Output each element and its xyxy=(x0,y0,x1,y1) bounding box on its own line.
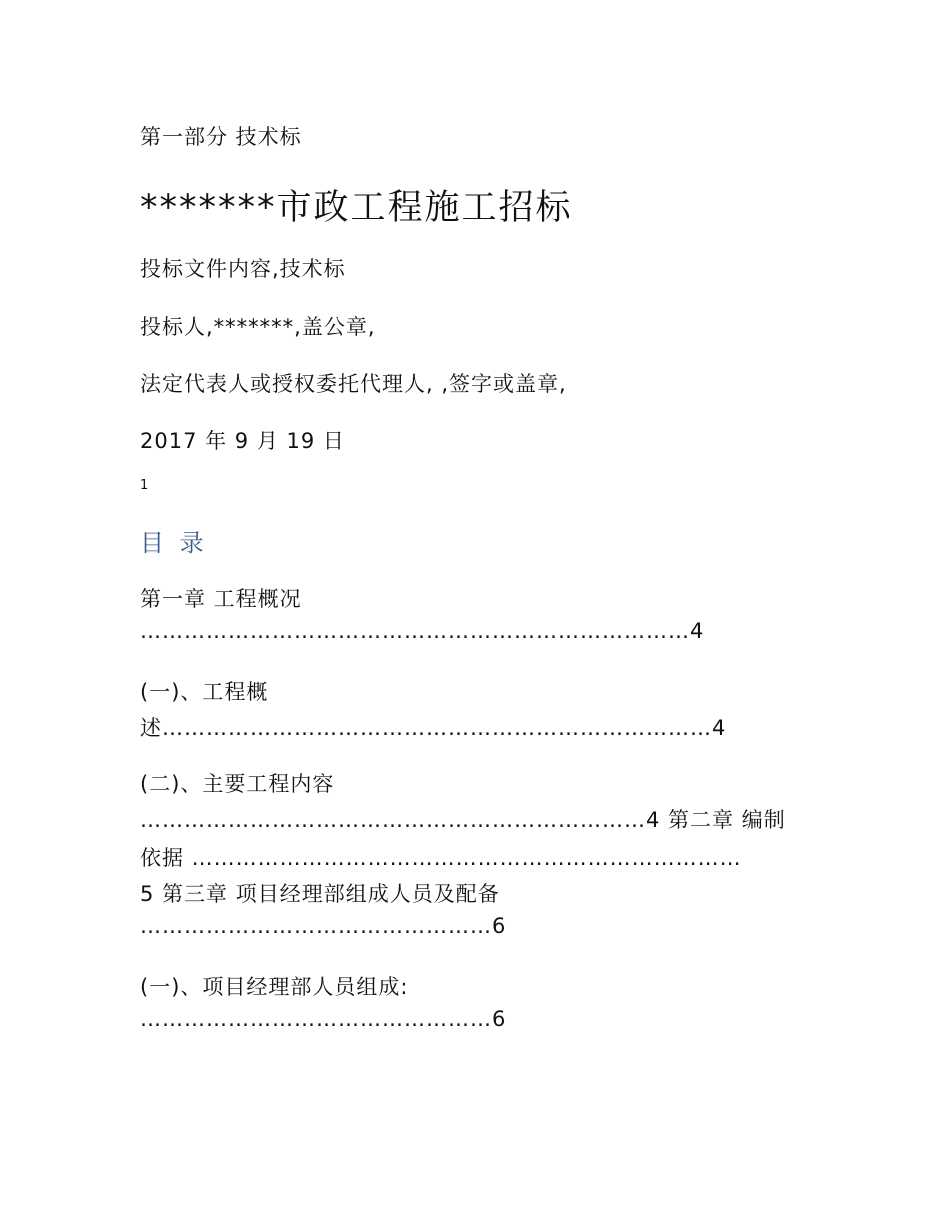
toc-line-section-1-1-dots: 述…………………………………………………………………4 xyxy=(140,716,727,740)
toc-line-chapter-1-dots: …………………………………………………………………4 xyxy=(140,619,705,643)
page-number: 1 xyxy=(140,478,149,493)
toc-line-chapter-3: 5 第三章 项目经理部组成人员及配备 xyxy=(140,882,500,906)
toc-line-section-1-2-dots: ……………………………………………………………4 第二章 编制 xyxy=(140,808,786,832)
toc-line-section-1-1: (一)、工程概 xyxy=(140,680,269,704)
toc-line-chapter-2: 依据 ………………………………………………………………… xyxy=(140,846,742,870)
representative-line: 法定代表人或授权委托代理人, ,签字或盖章, xyxy=(140,372,567,396)
part-heading: 第一部分 技术标 xyxy=(140,125,302,149)
content-line: 投标文件内容,技术标 xyxy=(140,257,346,281)
toc-line-chapter-1: 第一章 工程概况 xyxy=(140,587,302,611)
document-title: *******市政工程施工招标 xyxy=(140,188,573,228)
toc-line-section-3-1: (一)、项目经理部人员组成: xyxy=(140,975,409,999)
toc-line-chapter-3-dots: …………………………………………6 xyxy=(140,914,507,938)
date-line: 2017 年 9 月 19 日 xyxy=(140,429,345,453)
bidder-line: 投标人,*******,盖公章, xyxy=(140,315,376,339)
toc-heading: 目 录 xyxy=(140,529,208,557)
toc-line-section-3-1-dots: …………………………………………6 xyxy=(140,1007,507,1031)
toc-line-section-1-2: (二)、主要工程内容 xyxy=(140,772,335,796)
